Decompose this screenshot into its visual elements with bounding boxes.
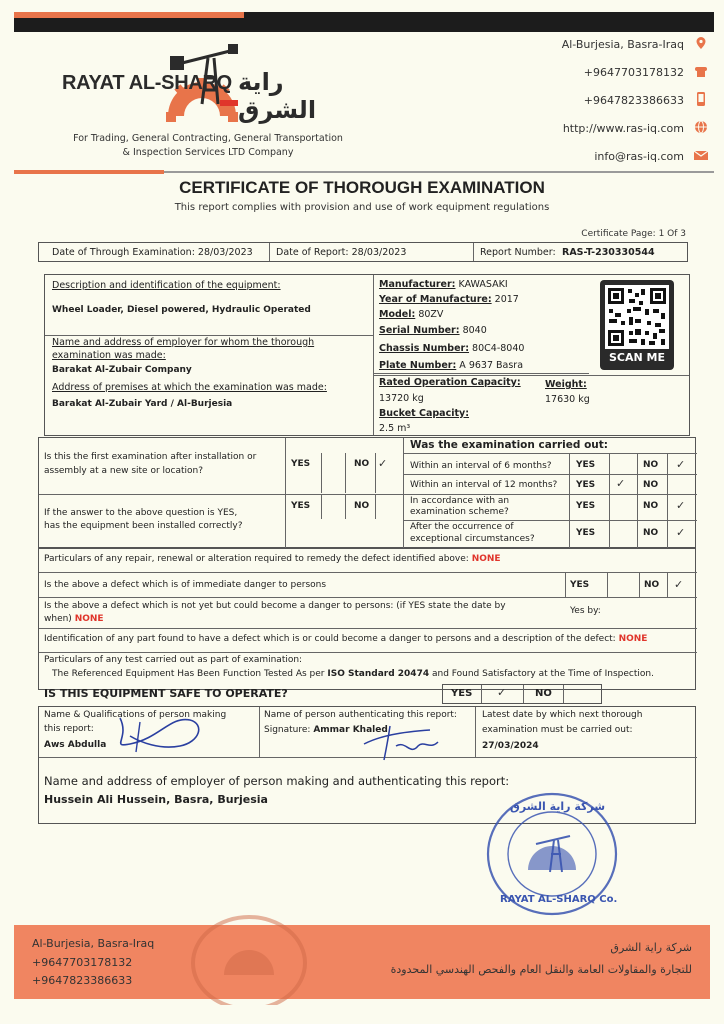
tagline-line-2: & Inspection Services LTD Company	[122, 147, 294, 158]
contact-phone-2: +9647823386633	[508, 92, 708, 108]
next-exam-date: 27/03/2024	[482, 741, 539, 751]
report-date: Date of Report: 28/03/2023	[276, 247, 407, 258]
company-logo	[58, 38, 358, 138]
interval-6-label: Within an interval of 6 months?	[410, 461, 552, 471]
weight-label: Weight:	[545, 379, 587, 390]
company-name-en: RAYAT AL-SHARQ	[62, 72, 232, 94]
circumstances-yes: YES	[576, 528, 596, 538]
company-name-ar: راية الشرق	[238, 68, 317, 124]
employer-value: Barakat Al-Zubair Company	[52, 365, 192, 375]
stamp-text-en: RAYAT AL-SHARQ Co.	[500, 894, 618, 905]
tagline-line-1: For Trading, General Contracting, General Transportation	[73, 133, 343, 144]
interval-6-no-check: ✓	[676, 458, 686, 471]
report-employer-value: Hussein Ali Hussein, Basra, Burjesia	[44, 793, 268, 806]
interval-12-label: Within an interval of 12 months?	[410, 480, 558, 490]
footer-phone-1: +9647703178132	[32, 956, 133, 969]
email-icon	[694, 148, 708, 162]
premises-value: Barakat Al-Zubair Yard / Al-Burjesia	[52, 399, 233, 409]
next-exam-label-2: examination must be carried out:	[482, 725, 633, 735]
qr-code-icon	[605, 285, 669, 349]
interval-12-yes: YES	[576, 480, 596, 490]
mobile-icon	[694, 92, 708, 106]
maker-name: Aws Abdulla	[44, 740, 107, 750]
serial-row: Serial Number: 8040	[379, 325, 487, 336]
next-exam-label-1: Latest date by which next thorough	[482, 710, 643, 720]
stamp-text-ar: شركة راية الشرق	[510, 800, 606, 813]
employer-label-1: Name and address of employer for whom the thorough	[52, 337, 315, 348]
circumstances-no-check: ✓	[676, 526, 686, 539]
interval-12-yes-check: ✓	[616, 477, 626, 490]
identification-row: Identification of any part found to have a defect which is or could become a danger to persons and a description of the defect: NONE	[44, 634, 648, 644]
qr-scan-label: SCAN ME	[608, 351, 665, 364]
company-tagline	[58, 132, 358, 160]
maker-signature	[100, 708, 210, 756]
divider-accent	[14, 170, 164, 174]
equipment-desc-label: Description and identification of the equipment:	[52, 280, 281, 291]
globe-icon	[694, 120, 708, 134]
circumstances-label-2: exceptional circumstances?	[410, 534, 535, 544]
installed-q-2: has the equipment been installed correctly?	[44, 521, 243, 531]
maker-label-1: Name & Qualifications of person making	[44, 710, 227, 720]
contact-address: Al-Burjesia, Basra-Iraq	[508, 36, 708, 52]
contact-phone-1: +9647703178132	[508, 64, 708, 80]
contact-email[interactable]: info@ras-iq.com	[508, 148, 708, 164]
footer-bar	[14, 925, 710, 999]
interval-6-yes: YES	[576, 460, 596, 470]
document-title: CERTIFICATE OF THOROUGH EXAMINATION	[179, 178, 545, 197]
circumstances-label-1: After the occurrence of	[410, 522, 514, 532]
footer-arabic-desc: للتجارة والمقاولات العامة والنقل العام والفحص الهندسي المحدودة	[390, 963, 692, 976]
certificate-page: Certificate Page: 1 Of 3	[581, 229, 686, 239]
top-bar-accent	[14, 12, 244, 18]
installed-no: NO	[354, 501, 370, 511]
safe-no: NO	[535, 688, 552, 699]
scheme-yes: YES	[576, 501, 596, 511]
premises-label: Address of premises at which the examination was made:	[52, 382, 327, 393]
report-number: RAS-T-230330544	[562, 247, 655, 258]
qr-code[interactable]	[600, 280, 674, 370]
installed-q-1: If the answer to the above question is YES,	[44, 508, 238, 518]
chassis-row: Chassis Number: 80C4-8040	[379, 343, 525, 354]
immediate-no: NO	[644, 580, 660, 590]
auth-signature-row: Signature: Ammar Khaled	[264, 725, 388, 735]
scheme-no-check: ✓	[676, 499, 686, 512]
future-danger-row: when) NONE	[44, 614, 104, 624]
first-exam-yes: YES	[291, 459, 311, 469]
first-exam-q-2: assembly at a new site or location?	[44, 466, 204, 476]
contact-website[interactable]: http://www.ras-iq.com	[508, 120, 708, 136]
auth-label: Name of person authenticating this report:	[264, 710, 457, 720]
repair-row: Particulars of any repair, renewal or alteration required to remedy the defect identified above: NONE	[44, 554, 501, 564]
yes-by-label: Yes by:	[570, 606, 601, 616]
interval-6-no: NO	[643, 460, 659, 470]
manufacturer-row: Manufacturer: KAWASAKI	[379, 279, 508, 290]
year-row: Year of Manufacture: 2017	[379, 294, 519, 305]
weight-value: 17630 kg	[545, 394, 590, 405]
divider	[164, 171, 714, 173]
first-exam-q-1: Is this the first examination after installation or	[44, 452, 257, 462]
exam-date: Date of Through Examination: 28/03/2023	[52, 247, 253, 258]
test-value: The Referenced Equipment Has Been Function Tested As per ISO Standard 20474 and Found Satisfactory at the Time of Inspection.	[52, 669, 654, 679]
bucket-label: Bucket Capacity:	[379, 408, 470, 419]
report-number-label: Report Number:	[480, 247, 556, 258]
scheme-no: NO	[643, 501, 659, 511]
report-employer-label: Name and address of employer of person making and authenticating this report:	[44, 774, 510, 788]
footer-phone-2: +9647823386633	[32, 974, 133, 987]
carried-out-title: Was the examination carried out:	[410, 439, 608, 451]
footer-arabic-name: شركة راية الشرق	[610, 941, 692, 954]
phone-icon	[694, 64, 708, 78]
immediate-yes: YES	[570, 580, 590, 590]
first-exam-no: NO	[354, 459, 370, 469]
model-row: Model: 80ZV	[379, 309, 444, 320]
circumstances-no: NO	[643, 528, 659, 538]
first-exam-no-check: ✓	[378, 457, 388, 470]
scheme-label-1: In accordance with an	[410, 496, 510, 506]
bucket-value: 2.5 m³	[379, 423, 411, 434]
safe-question: IS THIS EQUIPMENT SAFE TO OPERATE?	[44, 687, 288, 700]
auth-signature	[360, 716, 450, 766]
immediate-danger-label: Is the above a defect which is of immediate danger to persons	[44, 580, 327, 590]
employer-label-2: examination was made:	[52, 350, 166, 361]
footer-watermark-icon	[184, 915, 314, 1005]
interval-12-no: NO	[643, 480, 659, 490]
immediate-no-check: ✓	[674, 578, 684, 591]
location-pin-icon	[694, 36, 708, 50]
safe-yes: YES	[451, 688, 473, 699]
rated-value: 13720 kg	[379, 393, 424, 404]
safe-yes-check: ✓	[497, 686, 507, 699]
future-danger-label: Is the above a defect which is not yet but could become a danger to persons: (if YES state the date by	[44, 601, 506, 611]
test-label: Particulars of any test carried out as part of examination:	[44, 655, 303, 665]
plate-row: Plate Number: A 9637 Basra	[379, 360, 524, 371]
maker-label-2: this report:	[44, 724, 94, 734]
equipment-desc-value: Wheel Loader, Diesel powered, Hydraulic Operated	[52, 305, 311, 315]
footer-address: Al-Burjesia, Basra-Iraq	[32, 937, 155, 950]
document-subtitle: This report complies with provision and use of work equipment regulations	[174, 202, 550, 213]
rated-label: Rated Operation Capacity:	[379, 377, 521, 388]
installed-yes: YES	[291, 501, 311, 511]
scheme-label-2: examination scheme?	[410, 507, 509, 517]
